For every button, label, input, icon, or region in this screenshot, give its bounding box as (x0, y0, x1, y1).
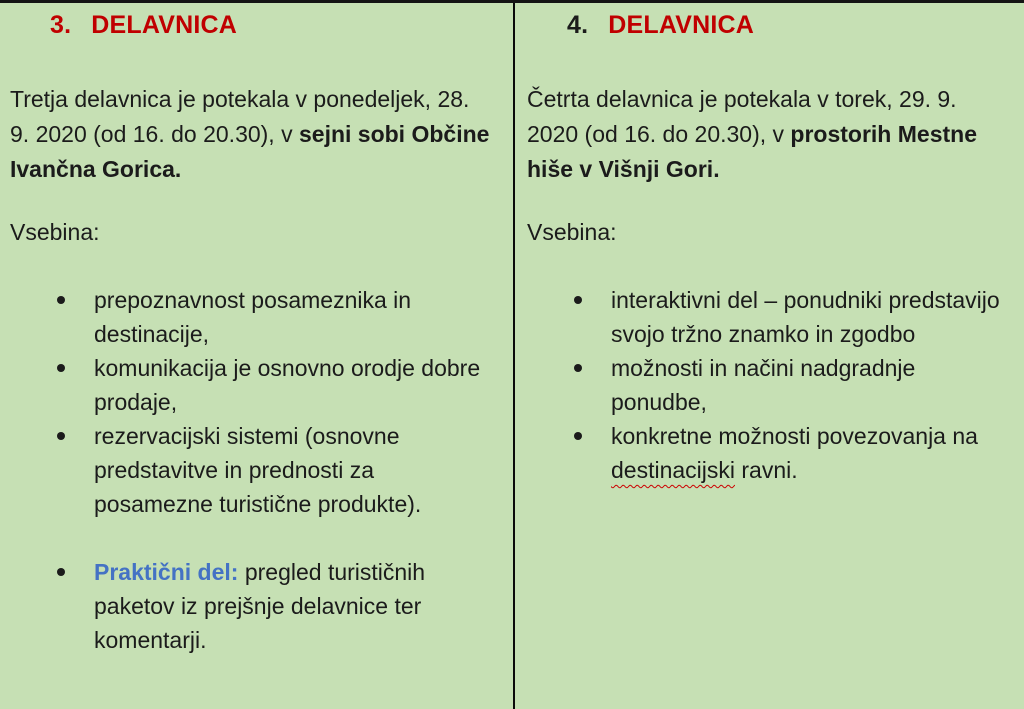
workshop-3-content-label: Vsebina: (10, 219, 100, 245)
workshop-4-intro-bold: prostorih Mestne hiše v Višnji Gori. (527, 121, 977, 182)
workshop-4-bullet-list (527, 283, 1008, 487)
bullet-text: komunikacija je osnovno orodje dobre prodaje, (94, 355, 481, 415)
bullet-text: rezervacijski sistemi (osnovne predstavitve in prednosti za posamezne turistične produkte). (94, 423, 422, 517)
workshop-3-intro-text: Tretja delavnica je potekala v ponedeljek, 28. 9. 2020 (od 16. do 20.30), v (10, 86, 470, 147)
workshop-3-intro-bold: sejni sobi Občine Ivančna Gorica. (10, 121, 490, 182)
bullet-item (10, 283, 497, 351)
bullet-text-suffix: ravni. (735, 457, 798, 483)
workshop-3-title: DELAVNICA (91, 11, 238, 39)
bullet-text (611, 419, 1008, 487)
workshop-3-heading (10, 8, 497, 42)
workshop-3-bullet-list (10, 283, 497, 657)
bullet-item (10, 351, 497, 419)
bullet-icon (574, 364, 582, 372)
bullet-icon (574, 296, 582, 304)
workshop-4-content-label: Vsebina: (527, 219, 617, 245)
bullet-item-misspelled (527, 419, 1008, 487)
bullet-text: interaktivni del – ponudniki predstavijo svojo tržno znamko in zgodbo (611, 287, 1000, 347)
bullet-text: možnosti in načini nadgradnje ponudbe, (611, 355, 916, 415)
workshop-4-heading (527, 8, 1008, 42)
bullet-item (10, 419, 497, 521)
bullet-text-prefix: konkretne možnosti povezovanja na (611, 423, 978, 449)
workshop-3-intro (10, 82, 492, 187)
bullet-text: prepoznavnost posameznika in destinacije, (94, 287, 412, 347)
workshop-4-number: 4. (567, 11, 589, 39)
misspelled-word: destinacijski (611, 457, 735, 483)
bullet-item (527, 283, 1008, 351)
bullet-icon (57, 432, 65, 440)
bullet-icon (57, 568, 65, 576)
bullet-text (94, 555, 497, 657)
workshop-4-intro-text: Četrta delavnica je potekala v torek, 29. 9. 2020 (od 16. do 20.30), v (527, 86, 957, 147)
practical-part-label: Praktični del: (94, 559, 239, 585)
practical-part-text: pregled turističnih paketov iz prejšnje delavnice ter komentarji. (94, 559, 426, 653)
workshop-4-cell (515, 3, 1024, 709)
bullet-icon (57, 364, 65, 372)
bullet-icon (574, 432, 582, 440)
bullet-icon (57, 296, 65, 304)
workshop-3-number: 3. (50, 11, 72, 39)
workshop-3-cell (0, 3, 513, 709)
workshop-4-intro (527, 82, 1008, 187)
bullet-item (527, 351, 1008, 419)
bullet-item-practical (10, 555, 497, 657)
workshop-4-title: DELAVNICA (608, 11, 755, 39)
